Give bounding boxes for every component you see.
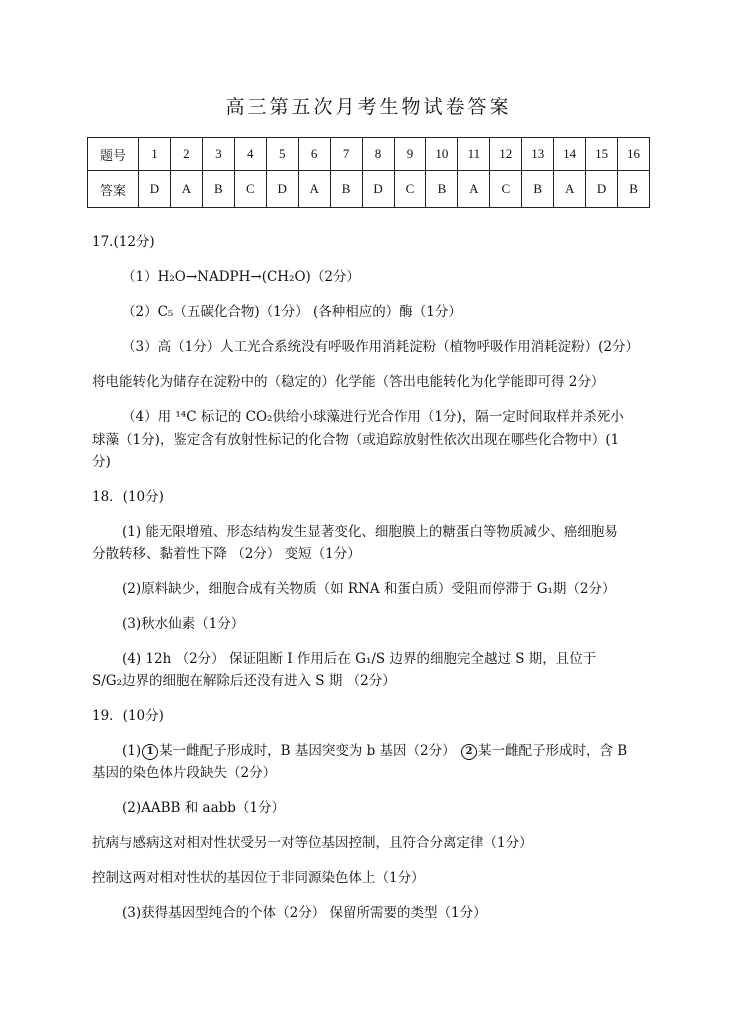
q18-line: (3)秋水仙素（1分） — [122, 616, 245, 632]
answer-cell: A — [554, 171, 586, 208]
question-number: 3 — [202, 138, 234, 171]
answer-cell: A — [298, 171, 330, 208]
q19-text: 某一雌配子形成时，含 B — [477, 743, 628, 759]
question-number: 15 — [586, 138, 618, 171]
q19-line: 基因的染色体片段缺失（2分） — [92, 765, 277, 781]
answer-cell: D — [266, 171, 298, 208]
answer-cell: A — [458, 171, 490, 208]
answer-cell: D — [139, 171, 171, 208]
answer-cell: C — [490, 171, 522, 208]
q19-line: 控制这两对相对性状的基因位于非同源染色体上（1分） — [92, 870, 425, 886]
question-number: 6 — [298, 138, 330, 171]
answer-cell: A — [170, 171, 202, 208]
q17-line: 球藻（1分)，鉴定含有放射性标记的化合物（或追踪放射性依次出现在哪些化合物中）(1 — [92, 432, 620, 448]
q18-line: S/G₂边界的细胞在解除后还没有进入 S 期 （2分） — [92, 673, 396, 689]
q18-line: (2)原料缺少，细胞合成有关物质（如 RNA 和蛋白质）受阻而停滞于 G₁期（2分） — [122, 581, 616, 597]
q17-line: （4）用 ¹⁴C 标记的 CO₂供给小球藻进行光合作用（1分)，隔一定时间取样并杀死小 — [122, 409, 624, 425]
q19-line — [122, 742, 627, 760]
circled-number-one: 1 — [142, 744, 158, 760]
answer-cell: B — [618, 171, 650, 208]
answer-cell: B — [202, 171, 234, 208]
q17-heading: 17.(12分) — [92, 234, 155, 250]
answer-table — [87, 137, 650, 208]
q18-line: 分散转移、黏着性下降 （2分） 变短（1分） — [92, 546, 361, 562]
q17-line: 将电能转化为储存在淀粉中的（稳定的）化学能（答出电能转化为化学能即可得 2分） — [92, 374, 605, 390]
answer-cell: C — [394, 171, 426, 208]
row-label-answer: 答案 — [88, 171, 139, 208]
question-number: 4 — [234, 138, 266, 171]
question-number: 1 — [139, 138, 171, 171]
row-label-number: 题号 — [88, 138, 139, 171]
question-number-row — [88, 138, 650, 171]
question-number: 10 — [426, 138, 458, 171]
question-number: 9 — [394, 138, 426, 171]
q19-part-label: (1) — [122, 743, 142, 759]
answer-cell: C — [234, 171, 266, 208]
q18-line: (1) 能无限增殖、形态结构发生显著变化、细胞膜上的糖蛋白等物质减少、癌细胞易 — [122, 524, 618, 540]
answer-cell: B — [522, 171, 554, 208]
question-number: 13 — [522, 138, 554, 171]
q18-line: (4) 12h （2分） 保证阻断 I 作用后在 G₁/S 边界的细胞完全越过 S 期，且位于 — [122, 651, 597, 667]
q19-line: 抗病与感病这对相对性状受另一对等位基因控制，且符合分离定律（1分） — [92, 835, 533, 851]
page-title: 高三第五次月考生物试卷答案 — [225, 96, 512, 118]
question-number: 8 — [362, 138, 394, 171]
q19-heading: 19．(10分) — [92, 708, 164, 724]
question-number: 16 — [618, 138, 650, 171]
question-number: 14 — [554, 138, 586, 171]
circled-number-two: 2 — [461, 744, 477, 760]
question-number: 2 — [170, 138, 202, 171]
question-number: 11 — [458, 138, 490, 171]
answer-cell: B — [330, 171, 362, 208]
answer-cell: D — [362, 171, 394, 208]
answer-cell: D — [586, 171, 618, 208]
question-number: 7 — [330, 138, 362, 171]
q19-line: (3)获得基因型纯合的个体（2分） 保留所需要的类型（1分） — [122, 905, 487, 921]
q18-heading: 18．(10分) — [92, 489, 164, 505]
q19-line: (2)AABB 和 aabb（1分） — [122, 800, 286, 816]
q17-line: （2）C₅（五碳化合物)（1分） (各种相应的）酶（1分） — [122, 304, 462, 320]
q19-text: 某一雌配子形成时，B 基因突变为 b 基因（2分） — [159, 743, 460, 759]
answer-row — [88, 171, 650, 208]
question-number: 5 — [266, 138, 298, 171]
q17-line: （1）H₂O→NADPH→(CH₂O)（2分） — [122, 269, 360, 285]
answer-cell: B — [426, 171, 458, 208]
q17-line: （3）高（1分）人工光合系统没有呼吸作用消耗淀粉（植物呼吸作用消耗淀粉）(2分） — [122, 339, 640, 355]
q17-line: 分) — [92, 454, 111, 470]
question-number: 12 — [490, 138, 522, 171]
